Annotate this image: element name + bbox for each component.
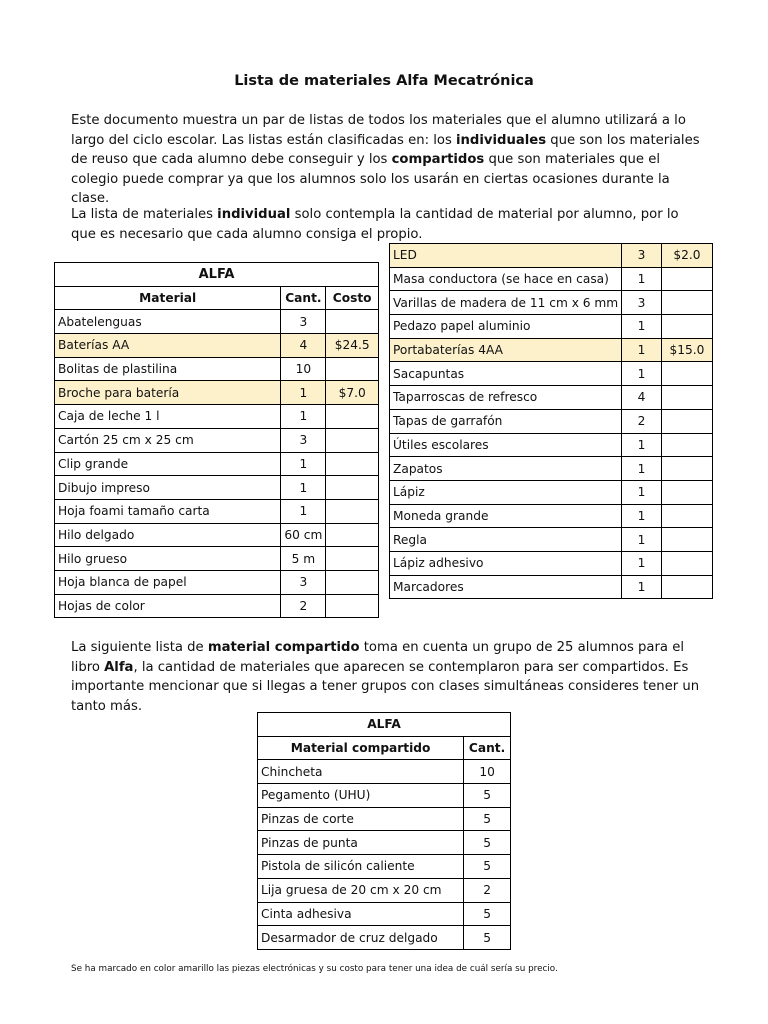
footnote: Se ha marcado en color amarillo las piezas electrónicas y su costo para tener una idea de cuál sería su precio. [71,964,558,974]
table-row [390,386,713,410]
quantity-cell: 1 [281,476,326,500]
material-cell: Marcadores [390,575,622,599]
header-cant: Cant. [464,736,511,760]
quantity-cell: 3 [281,428,326,452]
quantity-cell: 1 [622,315,662,339]
quantity-cell: 1 [622,504,662,528]
table-row [258,878,511,902]
quantity-cell: 2 [281,594,326,618]
quantity-cell: 3 [622,244,662,268]
quantity-cell: 5 [464,831,511,855]
quantity-cell: 1 [281,499,326,523]
material-cell: LED [390,244,622,268]
material-cell: Lápiz adhesivo [390,551,622,575]
material-cell: Abatelenguas [55,310,281,334]
material-cell: Dibujo impreso [55,476,281,500]
individual-table-title: ALFA [55,263,379,287]
cost-cell [326,310,379,334]
quantity-cell: 1 [622,551,662,575]
cost-cell [326,570,379,594]
shared-table-title: ALFA [258,713,511,737]
table-row [55,381,379,405]
quantity-cell: 1 [281,381,326,405]
material-cell: Pinzas de punta [258,831,464,855]
cost-cell: $24.5 [326,334,379,358]
quantity-cell: 60 cm [281,523,326,547]
material-cell: Bolitas de plastilina [55,357,281,381]
cost-cell [661,480,712,504]
material-cell: Baterías AA [55,334,281,358]
table-row [390,338,713,362]
quantity-cell: 1 [622,267,662,291]
cost-cell [661,291,712,315]
material-cell: Pedazo papel aluminio [390,315,622,339]
table-row [55,334,379,358]
material-cell: Hilo delgado [55,523,281,547]
cost-cell [326,547,379,571]
table-row [390,244,713,268]
quantity-cell: 1 [622,528,662,552]
table-row [258,831,511,855]
cost-cell [661,504,712,528]
header-cant: Cant. [281,286,326,310]
quantity-cell: 5 [464,784,511,808]
material-cell: Desarmador de cruz delgado [258,926,464,950]
table-row [390,480,713,504]
material-cell: Hilo grueso [55,547,281,571]
cost-cell [326,357,379,381]
individual-paragraph: La lista de materiales individual solo contempla la cantidad de material por alumno, por lo que es necesario que cada alumno consiga el propio. [71,207,679,242]
intro-paragraph: Este documento muestra un par de listas de todos los materiales que el alumno utilizará a lo largo del ciclo escolar. Las listas están clasificadas en: los individuales que son los materiales de reuso que cada alumno debe conseguir y los compartidos que son materiales que el colegio puede comprar ya que los alumnos solo los usarán en ciertas ocasiones durante la clase. [71,113,700,207]
table-row [55,476,379,500]
table-row [258,926,511,950]
table-row [390,504,713,528]
quantity-cell: 1 [622,480,662,504]
table-row [55,428,379,452]
quantity-cell: 4 [281,334,326,358]
quantity-cell: 5 [464,926,511,950]
table-row [390,291,713,315]
table-row [390,362,713,386]
table-row [258,784,511,808]
material-cell: Taparroscas de refresco [390,386,622,410]
table-row [55,547,379,571]
table-row [258,902,511,926]
material-cell: Lija gruesa de 20 cm x 20 cm [258,878,464,902]
material-cell: Pegamento (UHU) [258,784,464,808]
cost-cell [326,523,379,547]
quantity-cell: 10 [281,357,326,381]
individual-table-right [389,243,713,599]
document-title: Lista de materiales Alfa Mecatrónica [234,73,534,89]
material-cell: Hojas de color [55,594,281,618]
quantity-cell: 1 [281,405,326,429]
cost-cell: $15.0 [661,338,712,362]
table-row [390,315,713,339]
cost-cell [661,575,712,599]
quantity-cell: 3 [281,570,326,594]
cost-cell [661,362,712,386]
header-material: Material [55,286,281,310]
material-cell: Masa conductora (se hace en casa) [390,267,622,291]
cost-cell [661,551,712,575]
material-cell: Broche para batería [55,381,281,405]
quantity-cell: 1 [622,338,662,362]
quantity-cell: 2 [622,409,662,433]
table-row [390,575,713,599]
quantity-cell: 3 [622,291,662,315]
table-row [390,457,713,481]
quantity-cell: 1 [622,433,662,457]
table-row [390,267,713,291]
cost-cell [661,409,712,433]
cost-cell [661,457,712,481]
cost-cell [326,405,379,429]
table-row [390,551,713,575]
table-row [55,523,379,547]
cost-cell [661,433,712,457]
cost-cell [326,594,379,618]
table-row [390,433,713,457]
material-cell: Moneda grande [390,504,622,528]
material-cell: Zapatos [390,457,622,481]
material-cell: Cinta adhesiva [258,902,464,926]
material-cell: Tapas de garrafón [390,409,622,433]
individual-table-left [54,262,379,618]
table-row [258,760,511,784]
quantity-cell: 10 [464,760,511,784]
quantity-cell: 1 [622,457,662,481]
cost-cell [661,528,712,552]
quantity-cell: 2 [464,878,511,902]
material-cell: Chincheta [258,760,464,784]
material-cell: Lápiz [390,480,622,504]
cost-cell [661,386,712,410]
material-cell: Hoja blanca de papel [55,570,281,594]
quantity-cell: 5 [464,902,511,926]
header-costo: Costo [326,286,379,310]
material-cell: Varillas de madera de 11 cm x 6 mm [390,291,622,315]
table-row [390,528,713,552]
shared-paragraph: La siguiente lista de material compartido toma en cuenta un grupo de 25 alumnos para el libro Alfa, la cantidad de materiales que aparecen se contemplaron para ser compartidos. Es importante mencionar que si llegas a tener grupos con clases simultáneas consideres tener un tanto más. [71,640,700,714]
shared-table [257,712,511,950]
table-row [55,405,379,429]
quantity-cell: 1 [622,362,662,386]
quantity-cell: 1 [281,452,326,476]
table-row [55,310,379,334]
table-row [55,499,379,523]
material-cell: Cartón 25 cm x 25 cm [55,428,281,452]
material-cell: Regla [390,528,622,552]
quantity-cell: 5 [464,807,511,831]
cost-cell [326,499,379,523]
table-row [55,452,379,476]
cost-cell: $7.0 [326,381,379,405]
material-cell: Útiles escolares [390,433,622,457]
cost-cell [661,315,712,339]
cost-cell: $2.0 [661,244,712,268]
quantity-cell: 4 [622,386,662,410]
cost-cell [326,476,379,500]
material-cell: Pinzas de corte [258,807,464,831]
header-material-compartido: Material compartido [258,736,464,760]
table-row [258,807,511,831]
table-row [55,357,379,381]
cost-cell [326,452,379,476]
table-row [390,409,713,433]
material-cell: Portabaterías 4AA [390,338,622,362]
cost-cell [326,428,379,452]
quantity-cell: 1 [622,575,662,599]
material-cell: Hoja foami tamaño carta [55,499,281,523]
cost-cell [661,267,712,291]
material-cell: Clip grande [55,452,281,476]
table-row [55,570,379,594]
material-cell: Caja de leche 1 l [55,405,281,429]
material-cell: Sacapuntas [390,362,622,386]
table-row [258,855,511,879]
quantity-cell: 3 [281,310,326,334]
quantity-cell: 5 m [281,547,326,571]
material-cell: Pistola de silicón caliente [258,855,464,879]
quantity-cell: 5 [464,855,511,879]
table-row [55,594,379,618]
